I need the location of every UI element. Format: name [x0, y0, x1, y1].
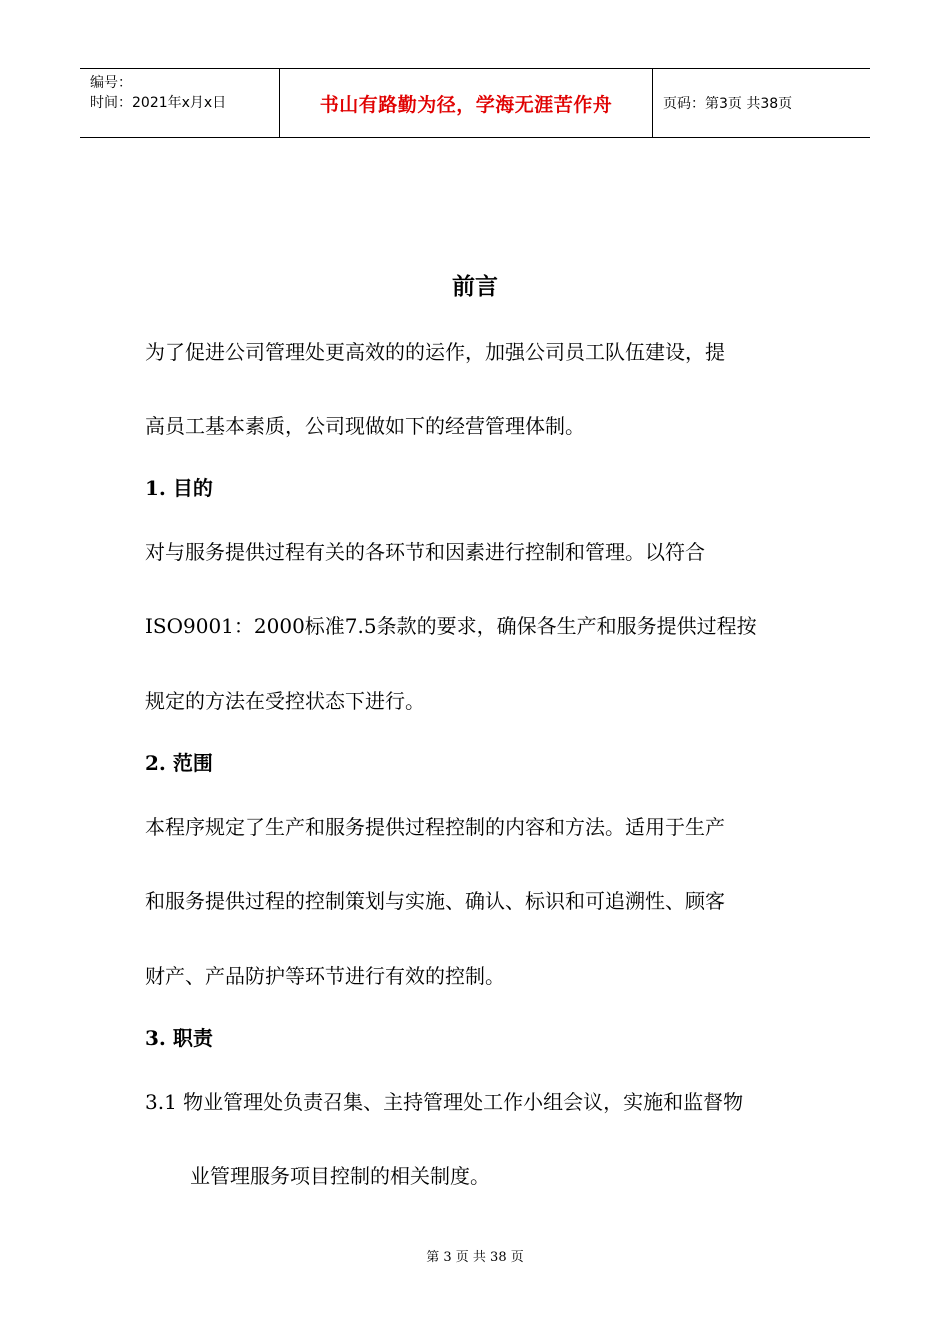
header-motto: 书山有路勤为径，学海无涯苦作舟	[280, 69, 653, 137]
intro-line-2: 高员工基本素质，公司现做如下的经营管理体制。	[145, 414, 585, 438]
scope-line-2: 和服务提供过程的控制策划与实施、确认、标识和可追溯性、顾客	[145, 889, 725, 913]
purpose-line-1: 对与服务提供过程有关的各环节和因素进行控制和管理。以符合	[145, 540, 705, 564]
time-label: 时间：2021年x月x日	[90, 95, 227, 111]
page-footer: 第 3 页 共 38 页	[426, 1250, 524, 1265]
scope-line-3: 财产、产品防护等环节进行有效的控制。	[145, 964, 505, 988]
section-heading-scope: 2. 范围	[145, 751, 213, 775]
duty-line-1: 3.1 物业管理处负责召集、主持管理处工作小组会议，实施和监督物	[145, 1090, 744, 1114]
header-info-cell	[80, 69, 280, 137]
purpose-line-2: ISO9001：2000标准7.5条款的要求，确保各生产和服务提供过程按	[145, 614, 757, 638]
intro-line-1: 为了促进公司管理处更高效的的运作，加强公司员工队伍建设，提	[145, 340, 725, 364]
duty-line-2: 业管理服务项目控制的相关制度。	[190, 1164, 490, 1188]
section-heading-duty: 3. 职责	[145, 1026, 213, 1050]
section-heading-purpose: 1. 目的	[145, 476, 213, 500]
purpose-line-3: 规定的方法在受控状态下进行。	[145, 689, 425, 713]
page-title: 前言	[452, 273, 498, 300]
document-header	[80, 68, 870, 138]
number-label: 编号：	[90, 75, 132, 91]
header-page-label: 页码：第3页 共38页	[663, 96, 793, 112]
scope-line-1: 本程序规定了生产和服务提供过程控制的内容和方法。适用于生产	[145, 815, 725, 839]
